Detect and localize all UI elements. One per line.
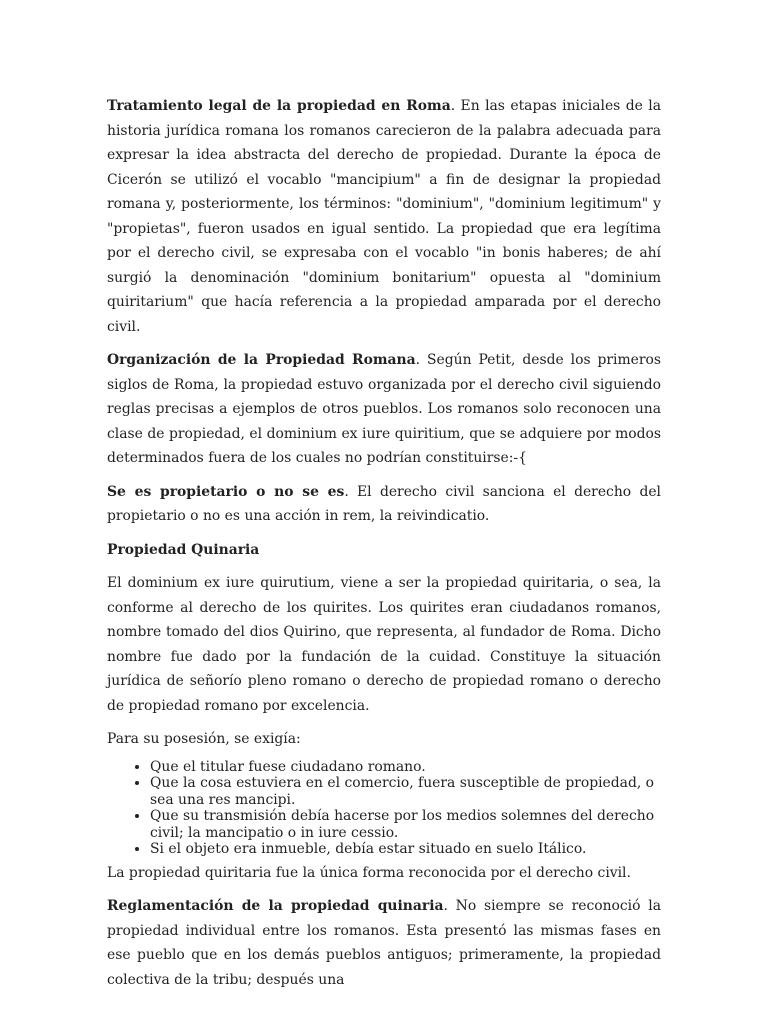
heading-quinaria-text: Propiedad Quinaria xyxy=(107,541,260,558)
paragraph-reglamentacion xyxy=(107,894,661,992)
body-reglamentacion: . No siempre se reconoció la propiedad individual entre los romanos. Esta presentó las mismas fases en ese pueblo que en los demás pueblos antiguos; primeramente, la propiedad colectiva de la tribu; después una xyxy=(107,898,661,988)
list-requisitos xyxy=(107,759,661,858)
paragraph-posesion-intro: Para su posesión, se exigía: xyxy=(107,731,301,747)
heading-tratamiento: Tratamiento legal de la propiedad en Roma xyxy=(107,98,451,114)
body-tratamiento: . En las etapas iniciales de la historia jurídica romana los romanos carecieron de la palabra adecuada para expresar la idea abstracta del derecho de propiedad. Durante la época de Cicerón se utilizó el vocablo "mancipium" a fin de designar la propiedad romana y, posteriormente, los términos: "dominium", "dominium legitimum" y "propietas", fueron usados en igual sentido. La propiedad que era legítima por el derecho civil, se expresaba con el vocablo "in bonis haberes; de ahí surgió la denominación "dominium bonitarium" opuesta al "dominium quiritarium" que hacía referencia a la propiedad amparada por el derecho civil. xyxy=(107,98,661,335)
paragraph-quinaria: El dominium ex iure quirutium, viene a ser la propiedad quiritaria, o sea, la conforme al derecho de los quirites. Los quirites eran ciudadanos romanos, nombre tomado del dios Quirino, que representa, al fundador de Roma. Dicho nombre fue dado por la fundación de la cuidad. Constituye la situación jurídica de señorío pleno romano o derecho de propiedad romano o derecho de propiedad romano por excelencia. xyxy=(107,575,661,714)
body-organizacion: . Según Petit, desde los primeros siglos de Roma, la propiedad estuvo organizada por el derecho civil siguiendo reglas precisas a ejemplos de otros pueblos. Los romanos solo reconocen una clase de propiedad, el dominium ex iure quiritium, que se adquiere por modos determinados fuera de los cuales no podrían constituirse:-{ xyxy=(107,352,661,466)
paragraph-tratamiento xyxy=(107,94,661,339)
heading-organizacion: Organización de la Propiedad Romana xyxy=(107,352,416,368)
paragraph-conclusion: La propiedad quiritaria fue la única forma reconocida por el derecho civil. xyxy=(107,864,631,881)
list-item: • Si el objeto era inmueble, debía estar situado en suelo Itálico. xyxy=(150,841,661,858)
body-propietario: . El derecho civil sanciona el derecho del propietario o no es una acción in rem, la reivindicatio. xyxy=(107,483,662,524)
list-item: • Que el titular fuese ciudadano romano. xyxy=(150,759,661,776)
heading-reglamentacion: Reglamentación de la propiedad quinaria xyxy=(107,898,444,914)
paragraph-organizacion xyxy=(107,348,661,471)
heading-propiedad-quinaria xyxy=(107,538,661,563)
heading-propietario: Se es propietario o no se es xyxy=(107,483,345,500)
list-item: • Que la cosa estuviera en el comercio, fuera susceptible de propiedad, o sea una res mancipi. xyxy=(150,775,661,808)
list-item: • Que su transmisión debía hacerse por los medios solemnes del derecho civil; la mancipatio o in iure cessio. xyxy=(150,808,661,841)
paragraph-propietario xyxy=(107,480,661,529)
